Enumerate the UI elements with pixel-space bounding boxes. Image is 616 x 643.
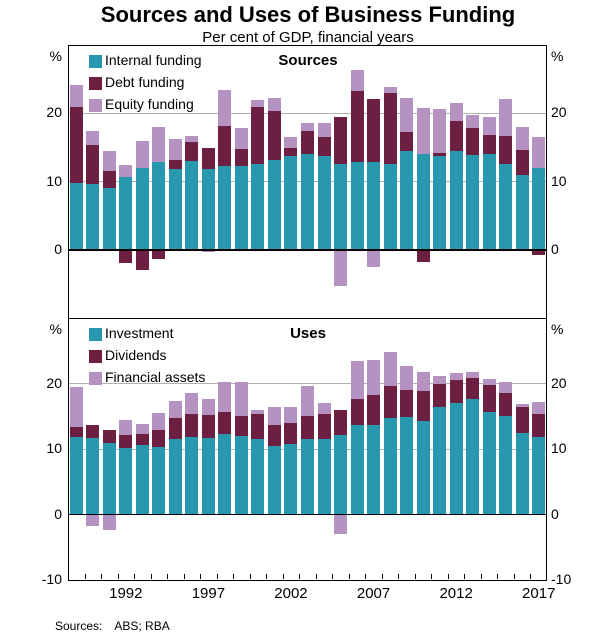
bar-segment-equity-funding — [268, 98, 281, 111]
bar-segment-financial-assets — [218, 382, 231, 412]
bar-segment-internal-funding — [86, 184, 99, 250]
x-tick — [431, 574, 432, 579]
bar-segment-financial-assets — [251, 410, 264, 413]
bar-segment-equity-funding — [251, 100, 264, 108]
bar-segment-financial-assets — [450, 373, 463, 380]
bar-segment-debt-funding — [466, 128, 479, 155]
bar-segment-debt-funding — [103, 171, 116, 188]
bar-segment-investment — [152, 447, 165, 514]
bar-segment-debt-funding — [251, 107, 264, 164]
bar-segment-equity-funding — [119, 165, 132, 177]
bar-segment-investment — [384, 418, 397, 515]
bar-segment-dividends — [136, 434, 149, 445]
bar-segment-debt-funding — [136, 250, 149, 270]
bar-segment-equity-funding — [351, 70, 364, 90]
x-tick — [349, 574, 350, 579]
bar-segment-financial-assets — [268, 407, 281, 425]
bar-segment-internal-funding — [136, 168, 149, 250]
bar-segment-internal-funding — [450, 151, 463, 250]
bar-segment-financial-assets — [351, 361, 364, 399]
bar-segment-financial-assets — [202, 399, 215, 415]
legend-swatch-investment — [89, 328, 102, 341]
bar-segment-investment — [235, 436, 248, 515]
bar-segment-equity-funding — [483, 117, 496, 135]
bar-segment-financial-assets — [384, 352, 397, 386]
bar-segment-equity-funding — [136, 141, 149, 168]
bar-segment-debt-funding — [284, 148, 297, 156]
bar-segment-investment — [185, 437, 198, 515]
chart-title: Sources and Uses of Business Funding — [100, 2, 516, 27]
bar-segment-financial-assets — [466, 372, 479, 377]
bar-segment-equity-funding — [185, 136, 198, 141]
bar-segment-internal-funding — [400, 151, 413, 249]
y-axis-label: 0 — [551, 505, 559, 522]
bar-segment-investment — [136, 445, 149, 514]
bar-segment-investment — [483, 412, 496, 515]
bar-segment-equity-funding — [103, 151, 116, 171]
x-tick — [464, 574, 465, 579]
footer-sources-value: ABS; RBA — [114, 619, 170, 633]
x-tick — [316, 574, 317, 579]
bar-segment-financial-assets — [103, 515, 116, 530]
y-axis-label: 0 — [54, 240, 62, 257]
x-tick — [101, 574, 102, 579]
bar-segment-financial-assets — [284, 407, 297, 423]
footer-sources — [55, 619, 170, 633]
bar-segment-dividends — [351, 399, 364, 425]
x-tick — [118, 574, 119, 579]
x-tick — [151, 574, 152, 579]
bar-segment-investment — [334, 435, 347, 514]
bar-segment-financial-assets — [136, 424, 149, 434]
legend-label-dividends: Dividends — [105, 347, 167, 363]
bar-segment-debt-funding — [152, 250, 165, 260]
bar-segment-dividends — [318, 414, 331, 438]
bar-segment-dividends — [301, 416, 314, 439]
bar-segment-equity-funding — [70, 85, 83, 108]
bar-segment-internal-funding — [235, 166, 248, 250]
x-tick — [448, 574, 449, 579]
bar-segment-equity-funding — [433, 109, 446, 153]
bar-segment-dividends — [483, 385, 496, 412]
bar-segment-debt-funding — [334, 117, 347, 163]
bar-segment-dividends — [516, 407, 529, 433]
bar-segment-debt-funding — [202, 148, 215, 168]
bar-segment-equity-funding — [499, 99, 512, 136]
bar-segment-debt-funding — [384, 93, 397, 164]
bar-segment-investment — [301, 439, 314, 515]
x-tick — [398, 574, 399, 579]
bar-segment-debt-funding — [417, 250, 430, 262]
footer-sources-label: Sources: — [55, 619, 103, 633]
bar-segment-dividends — [268, 425, 281, 447]
bar-segment-investment — [318, 439, 331, 515]
x-tick — [217, 574, 218, 579]
y-axis-label: -10 — [551, 571, 572, 587]
bar-segment-investment — [499, 416, 512, 515]
bar-segment-dividends — [367, 395, 380, 425]
bar-segment-debt-funding — [86, 145, 99, 185]
bar-segment-investment — [86, 438, 99, 515]
bar-segment-debt-funding — [499, 136, 512, 164]
bar-segment-internal-funding — [417, 154, 430, 250]
bar-segment-investment — [268, 446, 281, 514]
bar-segment-internal-funding — [351, 162, 364, 250]
legend-label-financial-assets: Financial assets — [105, 369, 206, 385]
x-tick — [266, 574, 267, 579]
uses-panel-title: Uses — [290, 325, 326, 342]
legend-swatch-dividends — [89, 350, 102, 363]
bar-segment-equity-funding — [334, 250, 347, 286]
x-tick — [184, 574, 185, 579]
bar-segment-internal-funding — [483, 154, 496, 250]
x-axis-label: 2012 — [439, 585, 473, 602]
bar-segment-dividends — [235, 416, 248, 436]
bar-segment-investment — [351, 425, 364, 514]
bar-segment-internal-funding — [202, 169, 215, 250]
legend-label-equity-funding: Equity funding — [105, 96, 194, 112]
bar-segment-internal-funding — [384, 164, 397, 250]
bar-segment-financial-assets — [301, 386, 314, 415]
bar-segment-internal-funding — [367, 162, 380, 250]
bar-segment-internal-funding — [169, 169, 182, 250]
bar-segment-dividends — [466, 378, 479, 400]
bar-segment-internal-funding — [301, 154, 314, 250]
sources-panel-title: Sources — [278, 52, 338, 69]
bar-segment-internal-funding — [334, 164, 347, 250]
x-axis-label: 1992 — [109, 585, 143, 602]
bar-segment-financial-assets — [483, 379, 496, 385]
y-axis-unit: % — [49, 48, 62, 64]
bar-segment-debt-funding — [400, 132, 413, 152]
bar-segment-financial-assets — [499, 382, 512, 392]
x-tick — [85, 574, 86, 579]
bar-segment-equity-funding — [318, 123, 331, 137]
x-tick — [365, 574, 366, 579]
bar-segment-investment — [202, 438, 215, 515]
bar-segment-internal-funding — [532, 168, 545, 250]
legend-label-investment: Investment — [105, 325, 174, 341]
bar-segment-internal-funding — [516, 175, 529, 250]
bar-segment-dividends — [169, 418, 182, 439]
bar-segment-internal-funding — [284, 156, 297, 250]
chart-subtitle: Per cent of GDP, financial years — [202, 29, 414, 46]
bar-segment-equity-funding — [532, 137, 545, 168]
y-axis-label: 10 — [551, 172, 567, 189]
bar-segment-debt-funding — [70, 107, 83, 183]
legend-swatch-financial-assets — [89, 372, 102, 385]
x-tick — [233, 574, 234, 579]
y-axis-label: 20 — [46, 374, 62, 391]
gridline — [69, 113, 546, 114]
bar-segment-financial-assets — [417, 372, 430, 392]
bar-segment-investment — [169, 439, 182, 514]
bar-segment-investment — [417, 421, 430, 514]
y-axis-label: -10 — [41, 571, 62, 587]
bar-segment-investment — [466, 399, 479, 514]
bar-segment-dividends — [70, 427, 83, 437]
bar-segment-debt-funding — [351, 91, 364, 162]
y-axis-unit: % — [551, 48, 564, 64]
x-axis-label: 2002 — [274, 585, 308, 602]
x-tick — [415, 574, 416, 579]
bar-segment-financial-assets — [185, 393, 198, 415]
bar-segment-debt-funding — [516, 150, 529, 175]
x-tick — [134, 574, 135, 579]
bar-segment-investment — [367, 425, 380, 514]
x-tick — [514, 574, 515, 579]
bar-segment-internal-funding — [70, 183, 83, 250]
bar-segment-financial-assets — [334, 515, 347, 535]
bar-segment-dividends — [499, 393, 512, 416]
bar-segment-investment — [450, 403, 463, 514]
bar-segment-equity-funding — [152, 127, 165, 162]
legend-swatch-equity-funding — [89, 99, 102, 112]
bar-segment-debt-funding — [318, 137, 331, 155]
bar-segment-dividends — [400, 390, 413, 417]
bar-segment-investment — [532, 437, 545, 515]
bar-segment-dividends — [218, 412, 231, 434]
x-axis-label: 2017 — [522, 585, 556, 602]
zero-axis — [68, 249, 547, 251]
bar-segment-internal-funding — [218, 166, 231, 250]
bar-segment-investment — [218, 434, 231, 515]
legend-label-internal-funding: Internal funding — [105, 52, 202, 68]
y-axis-label: 0 — [551, 240, 559, 257]
bar-segment-investment — [251, 439, 264, 514]
bar-segment-equity-funding — [450, 103, 463, 121]
bar-segment-equity-funding — [417, 108, 430, 154]
bar-segment-equity-funding — [400, 98, 413, 132]
bar-segment-dividends — [417, 391, 430, 421]
bar-segment-dividends — [532, 414, 545, 436]
y-axis-label: 10 — [46, 440, 62, 456]
bar-segment-equity-funding — [301, 123, 314, 131]
bar-segment-dividends — [334, 410, 347, 436]
bar-segment-internal-funding — [185, 161, 198, 250]
bar-segment-equity-funding — [367, 250, 380, 267]
bar-segment-internal-funding — [466, 155, 479, 250]
x-tick — [200, 574, 201, 579]
bar-segment-internal-funding — [103, 188, 116, 249]
x-tick — [250, 574, 251, 579]
bar-segment-debt-funding — [450, 121, 463, 150]
bar-segment-equity-funding — [218, 90, 231, 125]
y-axis-label: 20 — [551, 104, 567, 121]
bar-segment-investment — [400, 417, 413, 515]
legend-swatch-debt-funding — [89, 77, 102, 90]
bar-segment-dividends — [86, 425, 99, 437]
x-tick — [481, 574, 482, 579]
bar-segment-financial-assets — [152, 413, 165, 430]
bar-segment-investment — [70, 437, 83, 514]
bar-segment-dividends — [384, 386, 397, 417]
bar-segment-debt-funding — [367, 99, 380, 162]
x-tick — [283, 574, 284, 579]
bar-segment-dividends — [185, 414, 198, 436]
bar-segment-financial-assets — [532, 402, 545, 414]
bar-segment-dividends — [152, 430, 165, 447]
bar-segment-dividends — [251, 414, 264, 440]
x-axis-label: 2007 — [356, 585, 391, 602]
zero-axis — [68, 514, 547, 516]
bar-segment-investment — [284, 444, 297, 515]
bar-segment-dividends — [202, 415, 215, 438]
legend-label-debt-funding: Debt funding — [105, 74, 185, 90]
bar-segment-equity-funding — [516, 127, 529, 150]
bar-segment-dividends — [103, 430, 116, 443]
bar-segment-investment — [516, 433, 529, 514]
bar-segment-equity-funding — [86, 131, 99, 145]
y-axis-label: 20 — [551, 374, 567, 391]
bar-segment-internal-funding — [268, 160, 281, 250]
x-tick — [382, 574, 383, 579]
x-tick — [332, 574, 333, 579]
bar-segment-dividends — [119, 435, 132, 447]
bar-segment-internal-funding — [433, 156, 446, 250]
x-tick — [530, 574, 531, 579]
y-axis-label: 10 — [551, 440, 567, 456]
bar-segment-equity-funding — [284, 137, 297, 148]
bar-segment-internal-funding — [152, 162, 165, 250]
bar-segment-investment — [103, 443, 116, 514]
bar-segment-equity-funding — [235, 128, 248, 148]
bar-segment-financial-assets — [400, 366, 413, 390]
bar-segment-debt-funding — [235, 149, 248, 166]
y-axis-label: 20 — [46, 104, 62, 121]
bar-segment-financial-assets — [516, 404, 529, 407]
x-tick — [299, 574, 300, 579]
bar-segment-debt-funding — [301, 131, 314, 154]
bar-segment-investment — [433, 407, 446, 514]
bar-segment-debt-funding — [119, 250, 132, 264]
bar-segment-investment — [119, 448, 132, 515]
bar-segment-financial-assets — [433, 376, 446, 384]
bar-segment-dividends — [450, 380, 463, 404]
bar-segment-debt-funding — [483, 135, 496, 154]
bar-segment-financial-assets — [367, 360, 380, 395]
bar-segment-debt-funding — [433, 153, 446, 156]
y-axis-unit: % — [551, 321, 564, 337]
bar-segment-internal-funding — [119, 177, 132, 250]
y-axis-label: 10 — [46, 172, 62, 189]
x-tick — [167, 574, 168, 579]
bar-segment-equity-funding — [169, 139, 182, 159]
bar-segment-financial-assets — [235, 382, 248, 416]
bar-segment-debt-funding — [218, 126, 231, 166]
legend-swatch-internal-funding — [89, 55, 102, 68]
bar-segment-financial-assets — [119, 420, 132, 436]
bar-segment-debt-funding — [268, 111, 281, 159]
bar-segment-financial-assets — [70, 387, 83, 428]
y-axis-unit: % — [49, 321, 62, 337]
bar-segment-internal-funding — [251, 164, 264, 250]
bar-segment-financial-assets — [318, 403, 331, 414]
bar-segment-internal-funding — [318, 156, 331, 250]
bar-segment-debt-funding — [169, 160, 182, 170]
bar-segment-equity-funding — [384, 87, 397, 92]
bar-segment-financial-assets — [86, 515, 99, 527]
y-axis-label: 0 — [54, 505, 62, 522]
bar-segment-equity-funding — [466, 115, 479, 128]
x-axis-label: 1997 — [191, 585, 226, 602]
bar-segment-dividends — [284, 423, 297, 443]
bar-segment-dividends — [433, 384, 446, 407]
x-tick — [497, 574, 498, 579]
bar-segment-internal-funding — [499, 164, 512, 250]
bar-segment-debt-funding — [185, 142, 198, 161]
bar-segment-financial-assets — [169, 401, 182, 419]
